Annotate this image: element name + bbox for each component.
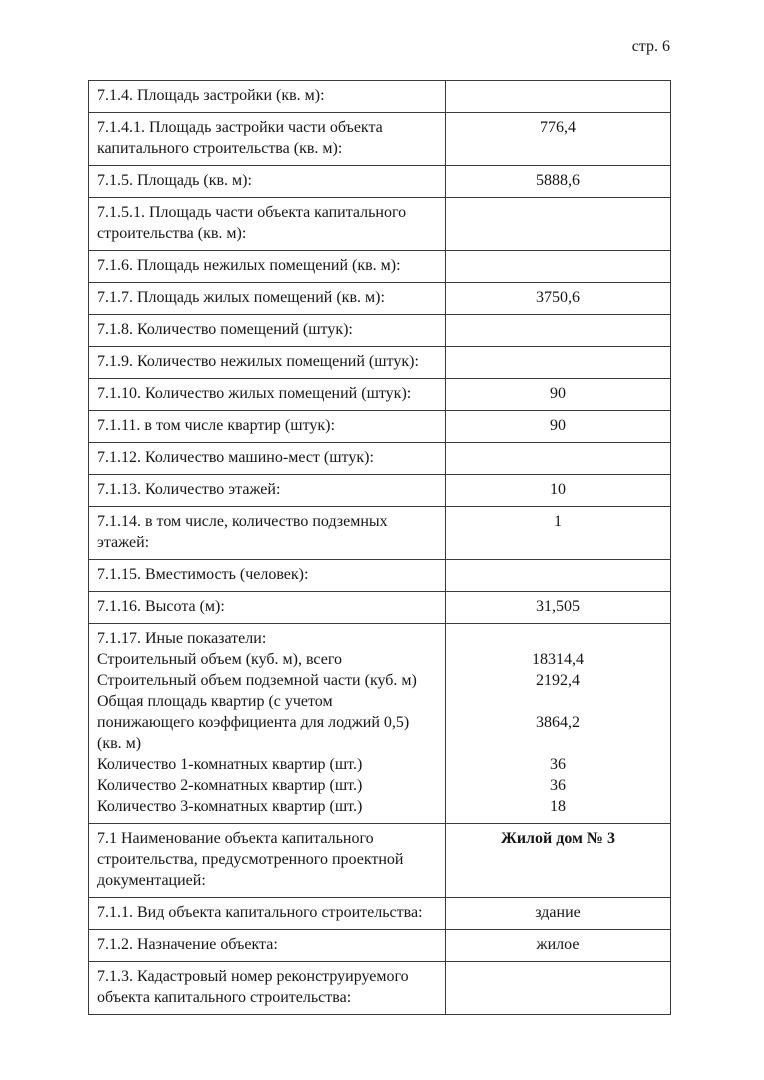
row-label-line: 7.1.17. Иные показатели:: [97, 630, 267, 647]
row-value-cell: 31,505: [446, 592, 671, 624]
row-label-line: понижающего коэффициента для лоджий 0,5): [97, 714, 410, 731]
row-value-cell: 776,4: [446, 113, 671, 166]
row-value-cell: 90: [446, 411, 671, 443]
table-row: [89, 379, 671, 411]
row-label-cell: 7.1.5. Площадь (кв. м):: [89, 166, 446, 198]
row-label-line: (кв. м): [97, 735, 142, 752]
row-value-line: [454, 733, 662, 754]
table-row: [89, 443, 671, 475]
row-label-line: Строительный объем (куб. м), всего: [97, 651, 342, 668]
spec-table-body: [89, 81, 671, 1015]
row-value-line: 18314,4: [532, 651, 584, 668]
row-value-cell: 5888,6: [446, 166, 671, 198]
row-label-line: Строительный объем подземной части (куб. м): [97, 672, 417, 689]
row-label-cell: 7.1.3. Кадастровый номер реконструируемого объекта капитального строительства:: [89, 962, 446, 1015]
row-value-line: 2192,4: [536, 672, 580, 689]
row-value-line: 36: [550, 777, 566, 794]
row-label-line: Общая площадь квартир (с учетом: [97, 693, 333, 710]
row-value-line: 18: [550, 798, 566, 815]
row-value-cell: [446, 198, 671, 251]
table-row: [89, 624, 671, 824]
row-label-cell: 7.1.11. в том числе квартир (штук):: [89, 411, 446, 443]
row-label-line: Количество 2-комнатных квартир (шт.): [97, 777, 363, 794]
row-value-cell: 10: [446, 475, 671, 507]
table-row: [89, 507, 671, 560]
table-row: [89, 560, 671, 592]
row-label-cell: 7.1.9. Количество нежилых помещений (штук):: [89, 347, 446, 379]
row-value-cell: [446, 347, 671, 379]
table-row: [89, 411, 671, 443]
table-row: [89, 475, 671, 507]
row-value-line: 3864,2: [536, 714, 580, 731]
row-value-line: [454, 628, 662, 649]
row-label-cell: 7.1.15. Вместимость (человек):: [89, 560, 446, 592]
row-label-cell: 7.1.7. Площадь жилых помещений (кв. м):: [89, 283, 446, 315]
table-row: [89, 592, 671, 624]
row-value-cell: 3750,6: [446, 283, 671, 315]
row-label-cell: 7.1.12. Количество машино-мест (штук):: [89, 443, 446, 475]
spec-table-container: [88, 80, 670, 1015]
table-row: [89, 347, 671, 379]
row-label-cell: 7.1.8. Количество помещений (штук):: [89, 315, 446, 347]
row-label-cell: 7.1.1. Вид объекта капитального строительства:: [89, 898, 446, 930]
table-row: [89, 824, 671, 898]
table-row: [89, 198, 671, 251]
row-label-cell: 7.1.2. Назначение объекта:: [89, 930, 446, 962]
row-label-cell: 7.1.10. Количество жилых помещений (штук):: [89, 379, 446, 411]
row-value-line: [454, 691, 662, 712]
row-label-cell: 7.1.6. Площадь нежилых помещений (кв. м):: [89, 251, 446, 283]
row-value-cell: [446, 81, 671, 113]
row-value-cell: здание: [446, 898, 671, 930]
table-row: [89, 81, 671, 113]
row-label-cell: 7.1.13. Количество этажей:: [89, 475, 446, 507]
row-value-cell: жилое: [446, 930, 671, 962]
table-row: [89, 930, 671, 962]
table-row: [89, 166, 671, 198]
table-row: [89, 113, 671, 166]
row-value-cell: 90: [446, 379, 671, 411]
table-row: [89, 962, 671, 1015]
page-number: стр. 6: [631, 38, 670, 55]
row-value-cell: [446, 962, 671, 1015]
row-label-cell: 7.1 Наименование объекта капитального строительства, предусмотренного проектной документацией:: [89, 824, 446, 898]
object-spec-table: [88, 80, 671, 1015]
row-value-line: 36: [550, 756, 566, 773]
row-label-cell: 7.1.4.1. Площадь застройки части объекта капитального строительства (кв. м):: [89, 113, 446, 166]
row-label-cell: [89, 624, 446, 824]
table-row: [89, 251, 671, 283]
row-label-cell: 7.1.16. Высота (м):: [89, 592, 446, 624]
row-value-cell: [446, 560, 671, 592]
table-row: [89, 283, 671, 315]
row-label-line: Количество 3-комнатных квартир (шт.): [97, 798, 363, 815]
row-value-cell: 1: [446, 507, 671, 560]
row-value-cell: [446, 443, 671, 475]
row-label-cell: 7.1.4. Площадь застройки (кв. м):: [89, 81, 446, 113]
row-label-cell: 7.1.14. в том числе, количество подземных этажей:: [89, 507, 446, 560]
row-value-cell: Жилой дом № 3: [446, 824, 671, 898]
row-value-cell: [446, 624, 671, 824]
row-label-cell: 7.1.5.1. Площадь части объекта капитального строительства (кв. м):: [89, 198, 446, 251]
row-label-line: Количество 1-комнатных квартир (шт.): [97, 756, 363, 773]
row-value-cell: [446, 315, 671, 347]
row-value-cell: [446, 251, 671, 283]
table-row: [89, 898, 671, 930]
table-row: [89, 315, 671, 347]
